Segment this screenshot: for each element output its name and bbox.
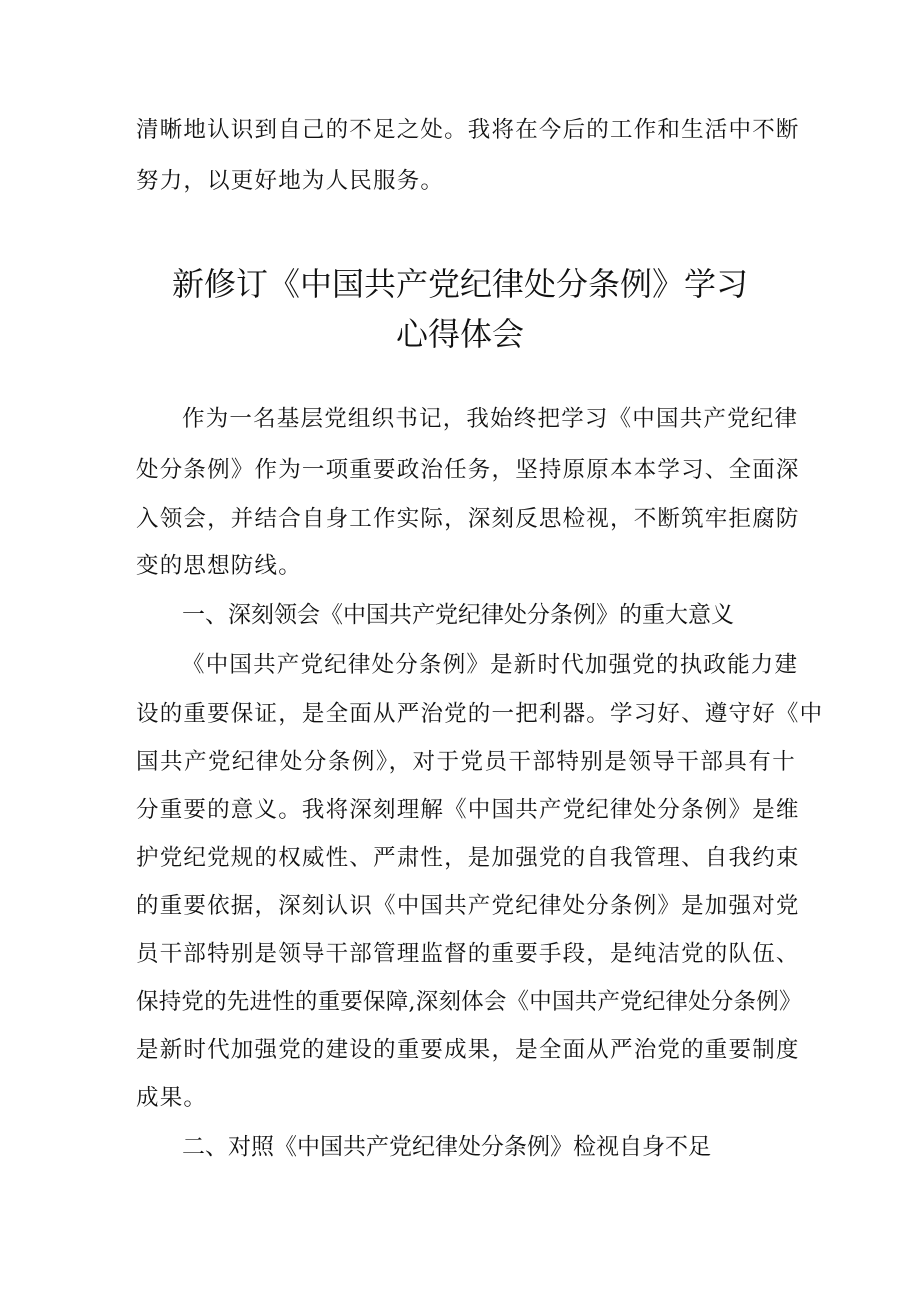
section-1-line-7: 员干部特别是领导干部管理监督的重要手段，是纯洁党的队伍、: [136, 941, 800, 967]
section-1-line-10: 成果。: [136, 1085, 208, 1111]
section-1-line-3: 国共产党纪律处分条例》，对于党员干部特别是领导干部具有十: [136, 749, 796, 775]
section-1-line-2: 设的重要保证，是全面从严治党的一把利器。学习好、遵守好《中: [136, 701, 824, 727]
section-1-line-6: 的重要依据，深刻认识《中国共产党纪律处分条例》是加强对党: [136, 893, 800, 919]
section-1-line-9: 是新时代加强党的建设的重要成果，是全面从严治党的重要制度: [136, 1037, 800, 1063]
section-1-line-8: 保持党的先进性的重要保障,深刻体会《中国共产党纪律处分条例》: [136, 989, 802, 1015]
intro-line-2: 处分条例》作为一项重要政治任务，坚持原原本本学习、全面深: [136, 457, 800, 483]
intro-line-4: 变的思想防线。: [136, 553, 302, 579]
section-2-heading: 二、对照《中国共产党纪律处分条例》检视自身不足: [182, 1134, 711, 1160]
intro-line-3: 入领会，并结合自身工作实际，深刻反思检视，不断筑牢拒腐防: [136, 506, 800, 532]
document-title-line-1: 新修订《中国共产党纪律处分条例》学习: [171, 265, 748, 303]
continuation-line-1: 清晰地认识到自己的不足之处。我将在今后的工作和生活中不断: [136, 117, 800, 143]
section-1-line-1: 《中国共产党纪律处分条例》是新时代加强党的执政能力建: [182, 652, 799, 678]
continuation-line-2: 努力，以更好地为人民服务。: [136, 168, 445, 194]
section-1-line-4: 分重要的意义。我将深刻理解《中国共产党纪律处分条例》是维: [136, 797, 800, 823]
document-title-line-2: 心得体会: [395, 315, 524, 353]
section-1-heading: 一、深刻领会《中国共产党纪律处分条例》的重大意义: [182, 602, 734, 628]
section-1-line-5: 护党纪党规的权威性、严肃性，是加强党的自我管理、自我约束: [136, 845, 800, 871]
intro-line-1: 作为一名基层党组织书记，我始终把学习《中国共产党纪律: [182, 406, 799, 432]
